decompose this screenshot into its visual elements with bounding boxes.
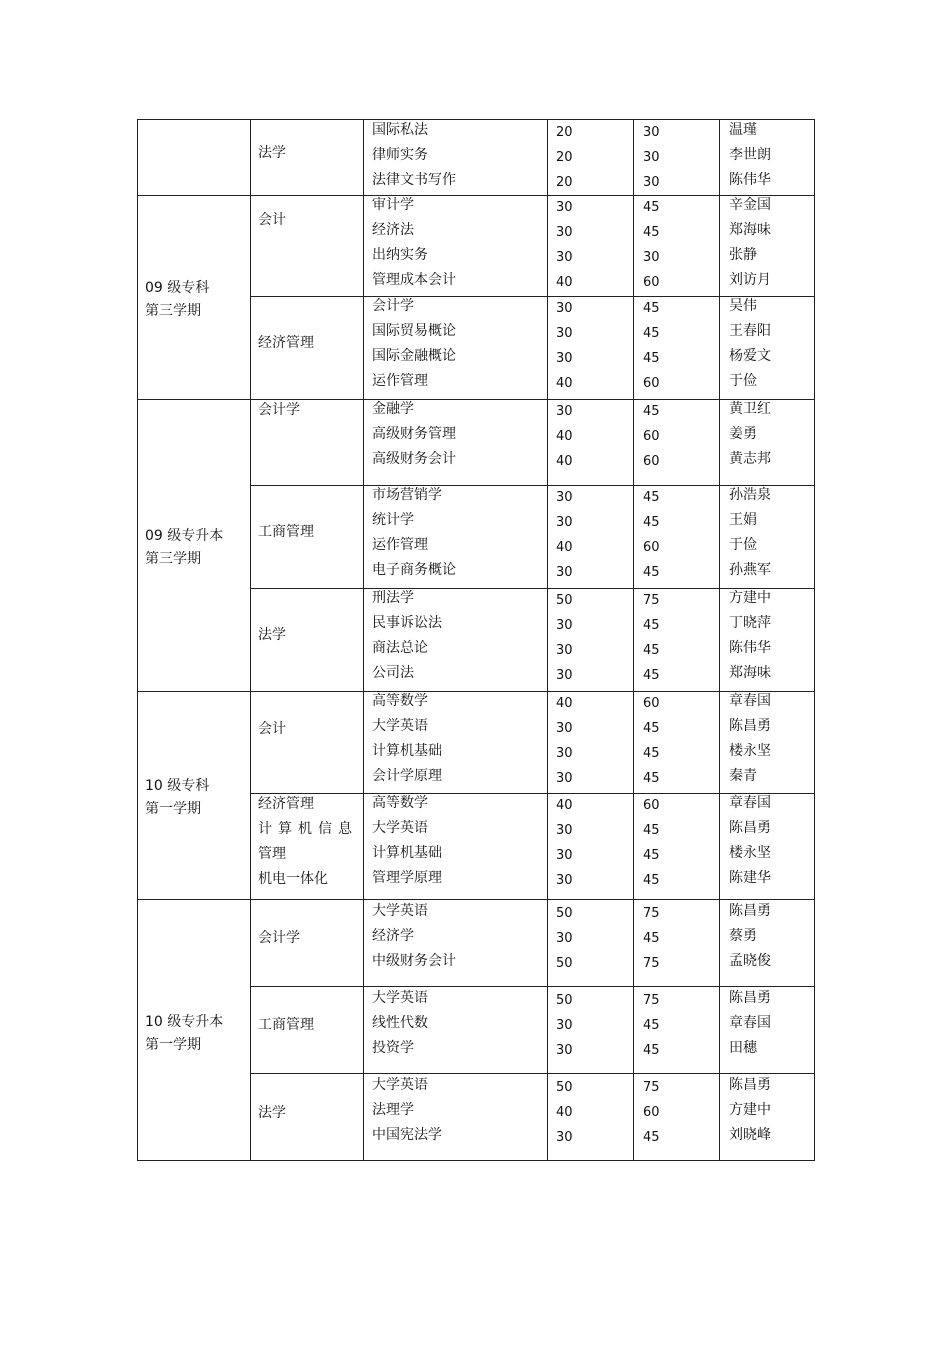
hours-lecture: 30 — [556, 1043, 573, 1058]
term-label: 10 级专科 — [145, 778, 210, 794]
hours-total: 30 — [643, 150, 660, 165]
hours-total: 45 — [643, 643, 660, 658]
course-name: 大学英语 — [372, 1077, 428, 1093]
group-rule — [138, 399, 814, 400]
hours-lecture: 50 — [556, 906, 573, 921]
teacher-name: 于俭 — [729, 373, 757, 389]
teacher-name: 孙燕军 — [729, 562, 771, 578]
teacher-name: 黄志邦 — [729, 451, 771, 467]
hours-lecture: 30 — [556, 873, 573, 888]
hours-total: 60 — [643, 429, 660, 444]
course-name: 出纳实务 — [372, 247, 428, 263]
hours-lecture: 30 — [556, 643, 573, 658]
course-name: 高等数学 — [372, 693, 428, 709]
column-rule — [547, 120, 548, 1160]
major-label: 工商管理 — [258, 523, 314, 540]
teacher-name: 丁晓萍 — [729, 615, 771, 631]
course-name: 经济法 — [372, 222, 414, 238]
teacher-name: 方建中 — [729, 590, 771, 606]
column-rule — [719, 120, 720, 1160]
group-rule — [138, 691, 814, 692]
teacher-name: 陈昌勇 — [729, 820, 771, 836]
course-name: 公司法 — [372, 665, 414, 681]
hours-total: 60 — [643, 798, 660, 813]
major-label: 经济管理 — [258, 796, 314, 812]
hours-lecture: 40 — [556, 454, 573, 469]
course-name: 审计学 — [372, 197, 414, 213]
hours-lecture: 40 — [556, 1105, 573, 1120]
course-name: 法理学 — [372, 1102, 414, 1118]
course-name: 中国宪法学 — [372, 1127, 442, 1143]
course-name: 国际金融概论 — [372, 348, 456, 364]
hours-lecture: 30 — [556, 225, 573, 240]
teacher-name: 章春国 — [729, 693, 771, 709]
teacher-name: 黄卫红 — [729, 401, 771, 417]
course-name: 会计学 — [372, 298, 414, 314]
hours-total: 75 — [643, 1080, 660, 1095]
hours-lecture: 50 — [556, 593, 573, 608]
course-name: 运作管理 — [372, 537, 428, 553]
teacher-name: 姜勇 — [729, 426, 757, 442]
hours-total: 45 — [643, 823, 660, 838]
term-label: 09 级专升本 — [145, 528, 224, 544]
hours-lecture: 20 — [556, 175, 573, 190]
course-name: 国际贸易概论 — [372, 323, 456, 339]
hours-lecture: 30 — [556, 200, 573, 215]
hours-total: 45 — [643, 1018, 660, 1033]
term-label: 10 级专升本 — [145, 1013, 224, 1030]
teacher-name: 张静 — [729, 247, 757, 263]
major-label: 会计学 — [258, 402, 300, 418]
course-name: 统计学 — [372, 512, 414, 528]
hours-total: 60 — [643, 696, 660, 711]
course-name: 高级财务管理 — [372, 426, 456, 442]
hours-total: 45 — [643, 225, 660, 240]
term-label: 第三学期 — [145, 551, 201, 567]
hours-lecture: 30 — [556, 823, 573, 838]
course-name: 管理成本会计 — [372, 272, 456, 288]
major-label: 管理 — [258, 846, 286, 862]
hours-total: 45 — [643, 931, 660, 946]
teacher-name: 孟晓俊 — [729, 953, 771, 969]
major-rule — [250, 986, 814, 987]
course-name: 商法总论 — [372, 640, 428, 656]
course-name: 计算机基础 — [372, 845, 442, 861]
major-label: 机电一体化 — [258, 871, 328, 887]
hours-lecture: 30 — [556, 746, 573, 761]
course-name: 运作管理 — [372, 373, 428, 389]
teacher-name: 王娟 — [729, 512, 757, 528]
course-name: 民事诉讼法 — [372, 615, 442, 631]
course-schedule-table — [137, 119, 815, 1161]
course-name: 金融学 — [372, 401, 414, 417]
teacher-name: 陈建华 — [729, 870, 771, 886]
hours-total: 45 — [643, 746, 660, 761]
teacher-name: 陈昌勇 — [729, 1077, 771, 1093]
major-label: 法学 — [258, 626, 286, 643]
hours-total: 45 — [643, 326, 660, 341]
course-name: 刑法学 — [372, 590, 414, 606]
hours-lecture: 30 — [556, 250, 573, 265]
major-label: 会计学 — [258, 929, 300, 946]
hours-total: 45 — [643, 848, 660, 863]
teacher-name: 李世朗 — [729, 147, 771, 163]
hours-total: 45 — [643, 404, 660, 419]
course-name: 中级财务会计 — [372, 953, 456, 969]
hours-lecture: 40 — [556, 376, 573, 391]
hours-lecture: 30 — [556, 565, 573, 580]
hours-lecture: 30 — [556, 351, 573, 366]
hours-total: 45 — [643, 721, 660, 736]
hours-lecture: 50 — [556, 1080, 573, 1095]
hours-total: 45 — [643, 515, 660, 530]
teacher-name: 辛金国 — [729, 197, 771, 213]
group-rule — [138, 899, 814, 900]
course-name: 经济学 — [372, 928, 414, 944]
major-rule — [250, 1073, 814, 1074]
teacher-name: 方建中 — [729, 1102, 771, 1118]
hours-lecture: 50 — [556, 956, 573, 971]
course-name: 投资学 — [372, 1040, 414, 1056]
term-label: 第三学期 — [145, 303, 201, 319]
group-rule — [138, 195, 814, 196]
hours-total: 60 — [643, 275, 660, 290]
hours-total: 45 — [643, 351, 660, 366]
course-name: 国际私法 — [372, 122, 428, 138]
hours-lecture: 30 — [556, 326, 573, 341]
teacher-name: 楼永坚 — [729, 743, 771, 759]
course-name: 大学英语 — [372, 820, 428, 836]
hours-total: 75 — [643, 956, 660, 971]
major-label: 会计 — [258, 212, 286, 228]
column-rule — [633, 120, 634, 1160]
term-label: 第一学期 — [145, 1036, 201, 1053]
hours-total: 60 — [643, 540, 660, 555]
hours-total: 30 — [643, 250, 660, 265]
hours-lecture: 30 — [556, 301, 573, 316]
hours-total: 45 — [643, 618, 660, 633]
hours-lecture: 30 — [556, 931, 573, 946]
course-name: 电子商务概论 — [372, 562, 456, 578]
hours-lecture: 30 — [556, 771, 573, 786]
column-rule — [250, 120, 251, 1160]
hours-total: 45 — [643, 200, 660, 215]
teacher-name: 刘访月 — [729, 272, 771, 288]
hours-lecture: 30 — [556, 490, 573, 505]
hours-total: 30 — [643, 175, 660, 190]
hours-total: 75 — [643, 993, 660, 1008]
teacher-name: 秦青 — [729, 768, 757, 784]
hours-total: 45 — [643, 668, 660, 683]
hours-lecture: 30 — [556, 1130, 573, 1145]
teacher-name: 郑海味 — [729, 222, 771, 238]
teacher-name: 吴伟 — [729, 298, 757, 314]
hours-total: 60 — [643, 454, 660, 469]
major-label: 工商管理 — [258, 1016, 314, 1033]
hours-lecture: 50 — [556, 993, 573, 1008]
hours-lecture: 30 — [556, 721, 573, 736]
hours-total: 45 — [643, 771, 660, 786]
teacher-name: 于俭 — [729, 537, 757, 553]
teacher-name: 楼永坚 — [729, 845, 771, 861]
hours-lecture: 40 — [556, 696, 573, 711]
hours-lecture: 40 — [556, 275, 573, 290]
course-name: 法律文书写作 — [372, 172, 456, 188]
teacher-name: 田穗 — [729, 1040, 757, 1056]
course-name: 市场营销学 — [372, 487, 442, 503]
hours-lecture: 20 — [556, 150, 573, 165]
course-name: 高等数学 — [372, 795, 428, 811]
teacher-name: 刘晓峰 — [729, 1127, 771, 1143]
hours-lecture: 30 — [556, 1018, 573, 1033]
hours-total: 45 — [643, 873, 660, 888]
teacher-name: 章春国 — [729, 795, 771, 811]
hours-total: 75 — [643, 593, 660, 608]
teacher-name: 陈昌勇 — [729, 718, 771, 734]
hours-total: 45 — [643, 1043, 660, 1058]
hours-lecture: 30 — [556, 618, 573, 633]
hours-lecture: 20 — [556, 125, 573, 140]
hours-total: 45 — [643, 490, 660, 505]
major-label: 计算机信息 — [258, 821, 358, 837]
course-name: 线性代数 — [372, 1015, 428, 1031]
teacher-name: 王春阳 — [729, 323, 771, 339]
teacher-name: 章春国 — [729, 1015, 771, 1031]
hours-lecture: 40 — [556, 540, 573, 555]
major-label: 经济管理 — [258, 334, 314, 351]
hours-total: 60 — [643, 376, 660, 391]
course-name: 大学英语 — [372, 903, 428, 919]
course-name: 会计学原理 — [372, 768, 442, 784]
hours-total: 60 — [643, 1105, 660, 1120]
major-label: 会计 — [258, 721, 286, 737]
term-label: 09 级专科 — [145, 280, 210, 296]
hours-total: 45 — [643, 565, 660, 580]
hours-lecture: 30 — [556, 404, 573, 419]
course-name: 律师实务 — [372, 147, 428, 163]
hours-lecture: 40 — [556, 798, 573, 813]
course-name: 计算机基础 — [372, 743, 442, 759]
teacher-name: 陈昌勇 — [729, 903, 771, 919]
major-label: 法学 — [258, 1104, 286, 1121]
term-label: 第一学期 — [145, 801, 201, 817]
column-rule — [363, 120, 364, 1160]
teacher-name: 郑海味 — [729, 665, 771, 681]
course-name: 高级财务会计 — [372, 451, 456, 467]
hours-lecture: 30 — [556, 515, 573, 530]
teacher-name: 陈伟华 — [729, 640, 771, 656]
teacher-name: 孙浩泉 — [729, 487, 771, 503]
course-name: 管理学原理 — [372, 870, 442, 886]
teacher-name: 温瑾 — [729, 122, 757, 138]
hours-total: 30 — [643, 125, 660, 140]
course-name: 大学英语 — [372, 990, 428, 1006]
teacher-name: 杨爱文 — [729, 348, 771, 364]
teacher-name: 陈昌勇 — [729, 990, 771, 1006]
hours-lecture: 40 — [556, 429, 573, 444]
major-label: 法学 — [258, 144, 286, 161]
teacher-name: 陈伟华 — [729, 172, 771, 188]
teacher-name: 蔡勇 — [729, 928, 757, 944]
hours-lecture: 30 — [556, 668, 573, 683]
hours-total: 45 — [643, 301, 660, 316]
hours-lecture: 30 — [556, 848, 573, 863]
course-name: 大学英语 — [372, 718, 428, 734]
hours-total: 75 — [643, 906, 660, 921]
hours-total: 45 — [643, 1130, 660, 1145]
